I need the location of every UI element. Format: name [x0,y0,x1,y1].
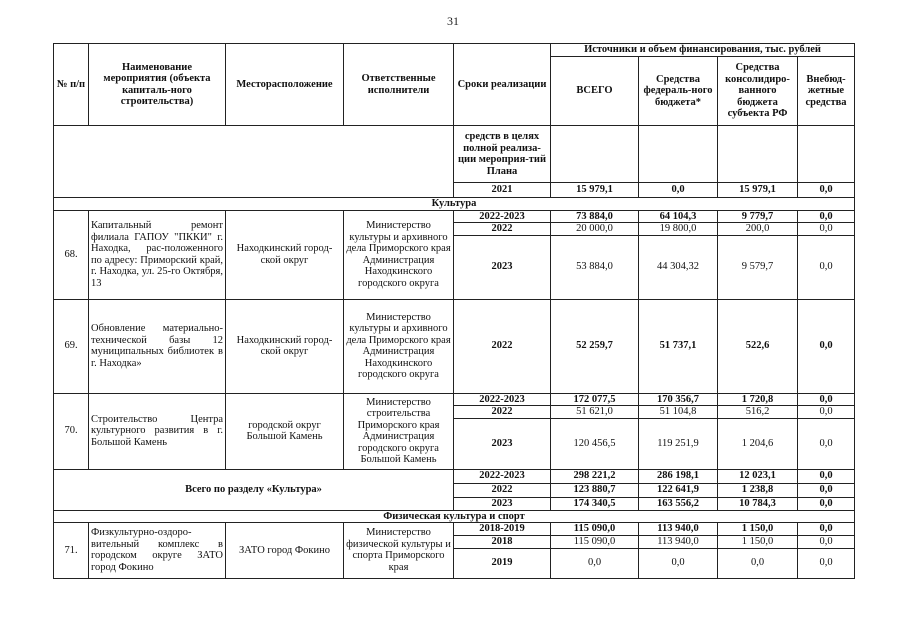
carry-over-label: средств в целях полной реализа-ции мероприя-тий Плана [454,126,551,183]
consolidated-cell: 1 204,6 [718,418,798,469]
federal-cell: 19 800,0 [639,223,718,236]
period-cell: 2023 [454,235,551,299]
consolidated-cell: 1 150,0 [718,523,798,536]
consolidated-cell: 1 150,0 [718,536,798,549]
total-cell: 174 340,5 [551,497,639,510]
row-number: 68. [54,210,89,299]
table-row [54,523,855,536]
header-executors: Ответственные исполнители [344,44,454,126]
total-cell: 52 259,7 [551,299,639,393]
extra-cell: 0,0 [798,469,855,483]
period-cell: 2022 [454,223,551,236]
header-funding-group: Источники и объем финансирования, тыс. рублей [551,44,855,57]
consolidated-cell: 9 579,7 [718,235,798,299]
carry-over-extra: 0,0 [798,183,855,198]
carry-over-row [54,126,855,183]
header-federal: Средства федераль-ного бюджета* [639,57,718,126]
project-executors: Министерство физической культуры и спорта Приморского края [344,523,454,579]
period-cell: 2023 [454,418,551,469]
period-cell: 2022 [454,483,551,497]
federal-cell: 51 104,8 [639,406,718,419]
period-cell: 2022-2023 [454,393,551,406]
table-row [54,393,855,406]
consolidated-cell: 1 720,8 [718,393,798,406]
total-cell: 20 000,0 [551,223,639,236]
carry-over-total: 15 979,1 [551,183,639,198]
consolidated-cell: 200,0 [718,223,798,236]
period-cell: 2019 [454,548,551,578]
row-number: 71. [54,523,89,579]
consolidated-cell: 522,6 [718,299,798,393]
header-row [54,44,855,57]
extra-cell: 0,0 [798,418,855,469]
federal-cell: 119 251,9 [639,418,718,469]
consolidated-cell: 12 023,1 [718,469,798,483]
federal-cell: 64 104,3 [639,210,718,223]
extra-cell: 0,0 [798,299,855,393]
row-number: 70. [54,393,89,469]
period-cell: 2018-2019 [454,523,551,536]
federal-cell: 51 737,1 [639,299,718,393]
extra-cell: 0,0 [798,523,855,536]
federal-cell: 170 356,7 [639,393,718,406]
consolidated-cell: 10 784,3 [718,497,798,510]
extra-cell: 0,0 [798,536,855,549]
period-cell: 2022 [454,299,551,393]
federal-cell: 113 940,0 [639,523,718,536]
extra-cell: 0,0 [798,223,855,236]
total-row [54,469,855,483]
header-extra: Внебюд-жетные средства [798,57,855,126]
section-title-culture: Культура [54,198,855,211]
total-cell: 115 090,0 [551,536,639,549]
extra-cell: 0,0 [798,210,855,223]
extra-cell: 0,0 [798,497,855,510]
federal-cell: 286 198,1 [639,469,718,483]
total-cell: 53 884,0 [551,235,639,299]
header-consolidated: Средства консолидиро-ванного бюджета субъекта РФ [718,57,798,126]
culture-total-label: Всего по разделу «Культура» [54,469,454,510]
consolidated-cell: 9 779,7 [718,210,798,223]
table-row [54,210,855,223]
federal-cell: 122 641,9 [639,483,718,497]
section-row-culture [54,198,855,211]
table-row [54,299,855,393]
period-cell: 2022-2023 [454,210,551,223]
total-cell: 172 077,5 [551,393,639,406]
header-total: ВСЕГО [551,57,639,126]
consolidated-cell: 0,0 [718,548,798,578]
section-row-sport [54,510,855,523]
extra-cell: 0,0 [798,548,855,578]
total-cell: 298 221,2 [551,469,639,483]
consolidated-cell: 1 238,8 [718,483,798,497]
project-location: Находкинский город-ской округ [226,210,344,299]
total-cell: 115 090,0 [551,523,639,536]
project-location: городской округ Большой Камень [226,393,344,469]
federal-cell: 163 556,2 [639,497,718,510]
total-cell: 120 456,5 [551,418,639,469]
period-cell: 2022 [454,406,551,419]
extra-cell: 0,0 [798,393,855,406]
project-location: ЗАТО город Фокино [226,523,344,579]
total-cell: 0,0 [551,548,639,578]
carry-over-blank [54,126,454,198]
carry-over-year: 2021 [454,183,551,198]
extra-cell: 0,0 [798,406,855,419]
project-name: Обновление материально-технической базы 12 муниципальных библиотек в г. Находка» [89,299,226,393]
project-name: Капитальный ремонт филиала ГАПОУ "ПККИ" г. Находка, рас-положенного по адресу: Приморский край, г. Находка, ул. 25-го Октября, 13 [89,210,226,299]
row-number: 69. [54,299,89,393]
page-number: 31 [447,14,459,28]
project-location: Находкинский город-ской округ [226,299,344,393]
federal-cell: 0,0 [639,548,718,578]
header-location: Месторасположение [226,44,344,126]
project-executors: Министерство строительства Приморского края Администрация городского округа Большой Камень [344,393,454,469]
carry-over-consolidated: 15 979,1 [718,183,798,198]
total-cell: 123 880,7 [551,483,639,497]
section-title-sport: Физическая культура и спорт [54,510,855,523]
extra-cell: 0,0 [798,235,855,299]
period-cell: 2022-2023 [454,469,551,483]
project-executors: Министерство культуры и архивного дела Приморского края Администрация Находкинского городского округа [344,210,454,299]
total-cell: 73 884,0 [551,210,639,223]
carry-over-federal: 0,0 [639,183,718,198]
header-period: Сроки реализации [454,44,551,126]
consolidated-cell: 516,2 [718,406,798,419]
federal-cell: 44 304,32 [639,235,718,299]
project-executors: Министерство культуры и архивного дела Приморского края Администрация Находкинского городского округа [344,299,454,393]
period-cell: 2023 [454,497,551,510]
header-num: № п/п [54,44,89,126]
header-name: Наименование мероприятия (объекта капиталь-ного строительства) [89,44,226,126]
project-name: Строительство Центра культурного развития в г. Большой Камень [89,393,226,469]
total-cell: 51 621,0 [551,406,639,419]
funding-table [53,43,855,579]
federal-cell: 113 940,0 [639,536,718,549]
period-cell: 2018 [454,536,551,549]
project-name: Физкультурно-оздоро-вительный комплекс в городском округе ЗАТО город Фокино [89,523,226,579]
extra-cell: 0,0 [798,483,855,497]
